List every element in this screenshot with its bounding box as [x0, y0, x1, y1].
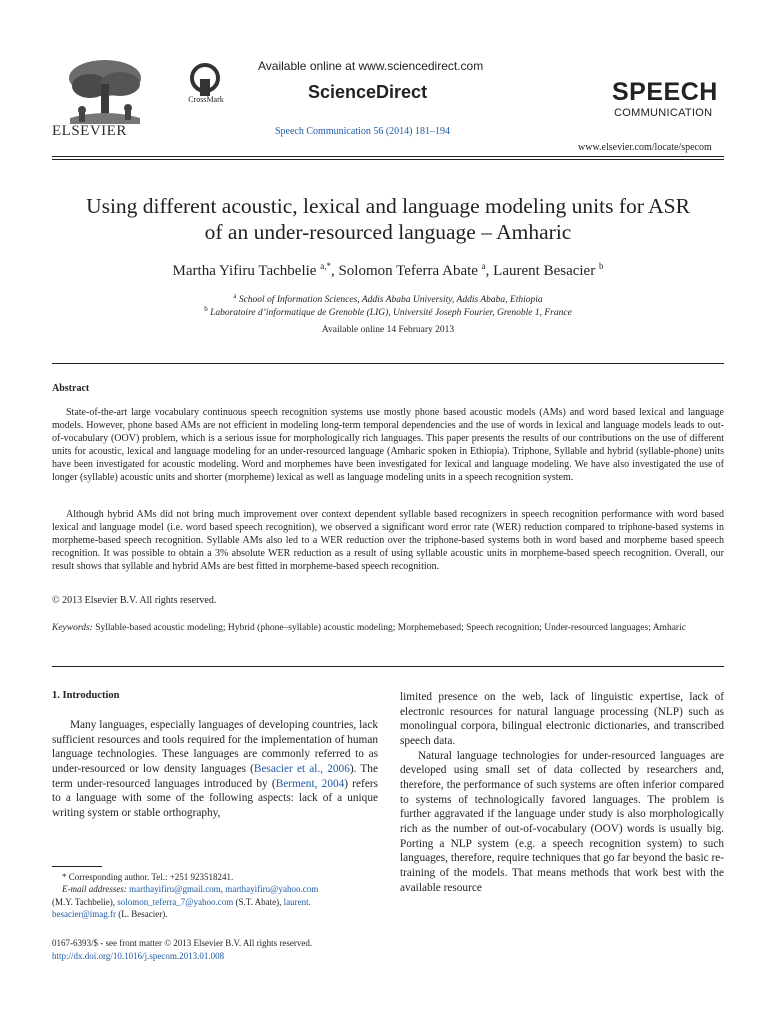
- abstract-paragraph: State-of-the-art large vocabulary continuous speech recognition systems use mostly phone based acoustic models (AMs) and word based lexical and language models. However, phone based AMs are not efficient in modeling long-term temporal dependencies and the use of words in lexical and language models leads to out-of-vocabulary (OOV) problem, which is a serious issue for morphologically rich languages. This paper presents the results of our contributions on the use of different units for acoustic, lexical and language modeling for an under-resourced language (Amharic spoken in Ethiopia). Triphone, Syllable and hybrid (syllable-phone) units have been investigated for acoustic modeling. Word and morphemes have been investigated for lexical and language modeling. We have also investigated the use of longer (syllable) acoustic units and shorter (morpheme) lexical as well as language modeling units in a speech recognition system.: [52, 407, 724, 484]
- author-name: Solomon Teferra Abate: [338, 263, 478, 279]
- issn-line: 0167-6393/$ - see front matter © 2013 Elsevier B.V. All rights reserved.: [52, 938, 313, 948]
- abstract-heading: Abstract: [52, 383, 90, 394]
- email-link[interactable]: besacier@imag.fr: [52, 909, 117, 920]
- section-heading: 1. Introduction: [52, 690, 120, 701]
- body-text: Many languages, especially languages of developing countries, lack sufficient resources and tools required for the implementation of human language technologies. These languages are commonly referred to as under-resourced or low density languages (: [52, 719, 378, 775]
- title-line-1: Using different acoustic, lexical and language modeling units for ASR: [86, 194, 690, 218]
- author-list: Martha Yifiru Tachbelie $^{a,*}$, Solomon Teferra Abate $^a$, Laurent Besacier $^b$: [172, 261, 604, 279]
- affiliation-a: [52, 292, 724, 305]
- header-divider: [52, 156, 724, 157]
- affiliation-mark: a: [233, 292, 237, 300]
- abstract-divider-bottom: [52, 666, 724, 667]
- abstract-divider-top: [52, 363, 724, 364]
- affiliation-mark: b: [204, 305, 208, 313]
- email-link[interactable]: solomon_teferra_7@yahoo.com: [117, 896, 234, 907]
- header-divider-thin: [52, 159, 724, 160]
- email-label: E-mail addresses:: [62, 884, 127, 895]
- intro-column-right: [400, 690, 724, 895]
- sciencedirect-brand[interactable]: ScienceDirect: [308, 82, 428, 102]
- keywords: [52, 622, 724, 635]
- email-link[interactable]: laurent.: [283, 896, 311, 907]
- keywords-label: Keywords:: [52, 623, 93, 633]
- email-link[interactable]: marthayifiru@yahoo.com: [225, 884, 319, 895]
- affiliation-text: School of Information Sciences, Addis Ababa University, Addis Ababa, Ethiopia: [238, 295, 543, 306]
- body-text: ). The term under-resourced languages introduced by (: [52, 762, 378, 790]
- corresponding-author-note: * Corresponding author. Tel.: +251 923518241.: [62, 872, 234, 882]
- abstract-paragraph: Although hybrid AMs did not bring much improvement over context dependent syllable based recognizers in speech recognition performance with word based lexical and language model (i.e. word based speech recognition), we observed a significant word error rate (WER) reduction compared to triphone-based systems in morpheme-based speech recognition. Syllable AMs also led to a WER reduction over the triphone-based systems both in word based and morpheme based speech recognition. It was possible to obtain a 3% absolute WER reduction as a result of using syllable acoustic units in morpheme-based speech recognition. Overall, our result shows that syllable and hybrid AMs are best fitted in morpheme-based speech recognition.: [52, 509, 724, 573]
- author-name: Martha Yifiru Tachbelie: [172, 263, 317, 279]
- publisher-name: ELSEVIER: [52, 123, 127, 139]
- journal-title: SPEECH: [612, 78, 718, 106]
- citation-link[interactable]: Besacier et al., 2006: [253, 762, 350, 775]
- author-affil-mark[interactable]: a,*: [320, 261, 331, 271]
- keywords-text: Syllable-based acoustic modeling; Hybrid (phone–syllable) acoustic modeling; Morphemebased; Speech recognition; Under-resourced languages; Amharic: [95, 623, 686, 633]
- body-text: ) refers to a language with some of the following aspects: lack of a unique writing system or stable orthography,: [52, 777, 378, 819]
- available-online-notice[interactable]: Available online at www.sciencedirect.com: [258, 59, 484, 73]
- footnotes: * Corresponding author. Tel.: +251 923518241. E-mail addresses: marthayifiru@gmail.com, marthayifiru@yahoo.com (M.Y. Tachbelie), solomon_teferra_7@yahoo.com (S.T. Abate), laurent. besacier@imag.fr (L. Besacier).: [52, 871, 378, 921]
- author-affil-mark[interactable]: b: [598, 261, 604, 271]
- doi-link[interactable]: http://dx.doi.org/10.1016/j.specom.2013.01.008: [52, 951, 225, 961]
- intro-paragraph: Natural language technologies for under-resourced languages are developed using small set of data collected by researchers and, therefore, the performance of such systems are often inferior compared to systems of technologically favored languages. The problem is further aggravated if the language under study is also morphologically rich as the number of out-of-vocabulary (OOV) words is usually big. Porting a NLP system (e.g. a speech recognition system) to such languages, therefore, require techniques that go far beyond the basic re-training of the models. That means methods that work best with the available resource: [400, 749, 724, 894]
- available-online-date: Available online 14 February 2013: [321, 325, 455, 335]
- crossmark-label: CrossMark: [188, 95, 224, 104]
- author-initials: (L. Besacier).: [118, 909, 168, 920]
- email-link[interactable]: marthayifiru@gmail.com: [129, 884, 221, 895]
- intro-paragraph-left: [52, 718, 378, 821]
- affiliation-text: Laboratoire d’informatique de Grenoble (LIG), Université Joseph Fourier, Grenoble 1, France: [210, 308, 572, 319]
- affiliation-b: [52, 305, 724, 318]
- journal-reference[interactable]: Speech Communication 56 (2014) 181–194: [275, 126, 450, 137]
- journal-subtitle: COMMUNICATION: [614, 107, 713, 119]
- author-initials: (M.Y. Tachbelie),: [52, 896, 116, 907]
- abstract-copyright: © 2013 Elsevier B.V. All rights reserved.: [52, 595, 217, 606]
- author-name: Laurent Besacier: [493, 263, 596, 279]
- intro-paragraph: limited presence on the web, lack of linguistic expertise, lack of electronic resources for natural language processing (NLP) such as monolingual corpora, bilingual electronic dictionaries, and transcribed speech data.: [400, 691, 724, 747]
- article-title: [52, 193, 724, 245]
- author-initials: (S.T. Abate),: [235, 896, 282, 907]
- author-affil-mark[interactable]: a: [481, 261, 486, 271]
- journal-url[interactable]: www.elsevier.com/locate/specom: [578, 142, 712, 153]
- title-line-2: of an under-resourced language – Amharic: [204, 220, 572, 244]
- citation-link[interactable]: Berment, 2004: [275, 777, 345, 790]
- footnote-divider: [52, 866, 102, 867]
